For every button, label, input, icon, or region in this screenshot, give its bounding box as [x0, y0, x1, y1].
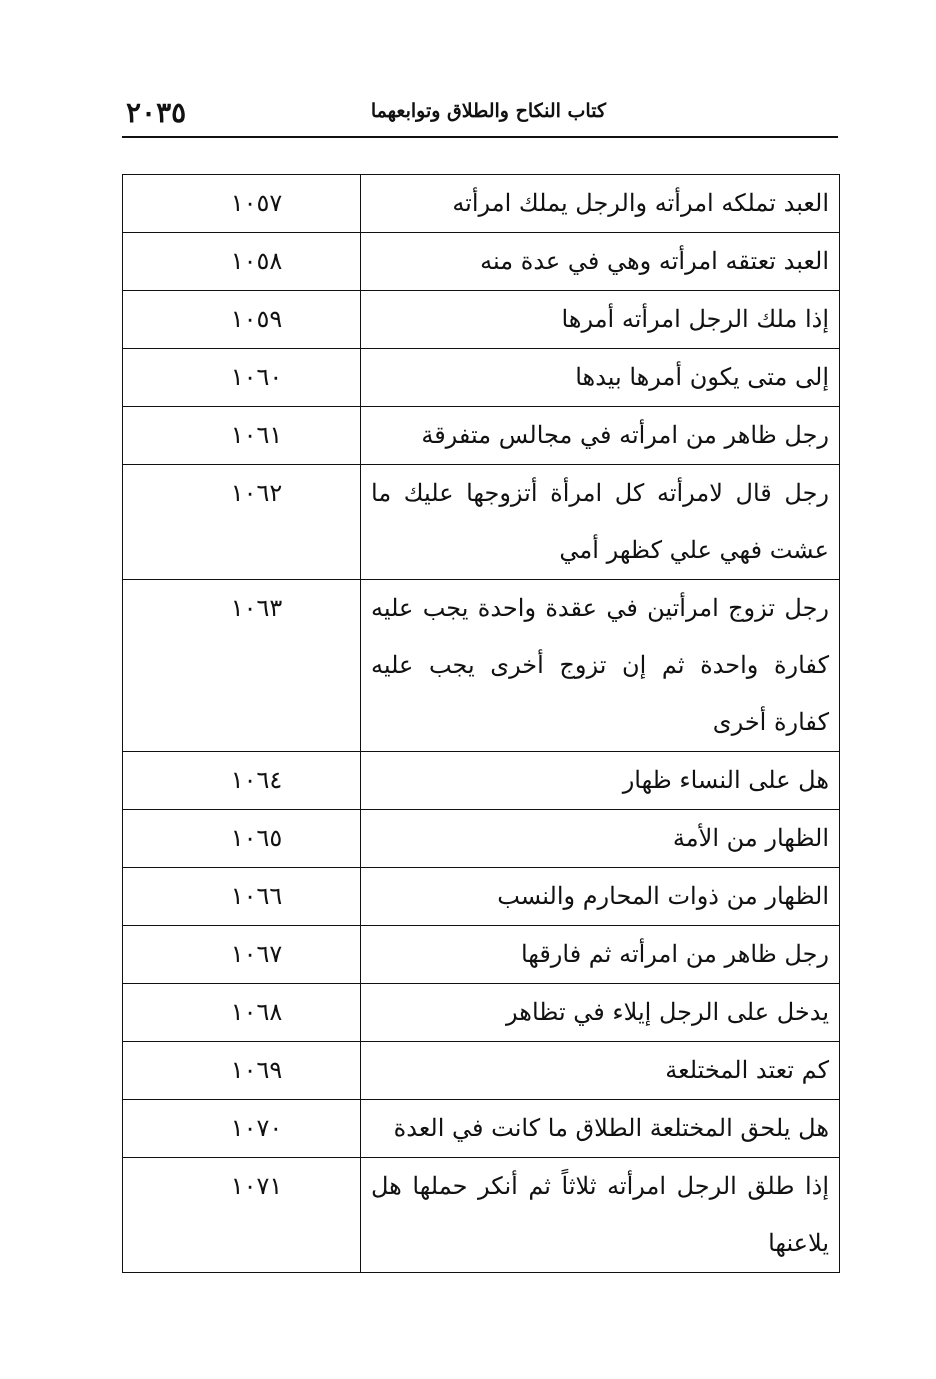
row-title: الظهار من الأمة — [361, 810, 840, 868]
row-number: ١٠٥٩ — [123, 291, 361, 349]
row-number: ١٠٦١ — [123, 407, 361, 465]
row-title: رجل ظاهر من امرأته ثم فارقها — [361, 926, 840, 984]
row-number: ١٠٦٩ — [123, 1042, 361, 1100]
table-row — [123, 1158, 840, 1273]
row-number: ١٠٦٣ — [123, 580, 361, 752]
table-row — [123, 233, 840, 291]
row-title: الظهار من ذوات المحارم والنسب — [361, 868, 840, 926]
row-title: إلى متى يكون أمرها بيدها — [361, 349, 840, 407]
row-title: رجل تزوج امرأتين في عقدة واحدة يجب عليه كفارة واحدة ثم إن تزوج أخرى يجب عليه كفارة أخرى — [361, 580, 840, 752]
row-number: ١٠٦٢ — [123, 465, 361, 580]
row-number: ١٠٧١ — [123, 1158, 361, 1273]
row-title: العبد تملكه امرأته والرجل يملك امرأته — [361, 175, 840, 233]
row-number: ١٠٥٧ — [123, 175, 361, 233]
row-number: ١٠٦٦ — [123, 868, 361, 926]
table-row — [123, 407, 840, 465]
row-title: هل على النساء ظهار — [361, 752, 840, 810]
table-row — [123, 984, 840, 1042]
table-row — [123, 175, 840, 233]
table-row — [123, 465, 840, 580]
row-number: ١٠٦٨ — [123, 984, 361, 1042]
row-number: ١٠٦٥ — [123, 810, 361, 868]
table-row — [123, 868, 840, 926]
header-title: كتاب النكاح والطلاق وتوابعهما — [370, 100, 606, 122]
table-row — [123, 926, 840, 984]
page-number: ٢٠٣٥ — [126, 96, 187, 129]
table-row — [123, 291, 840, 349]
table-row — [123, 752, 840, 810]
row-number: ١٠٦٧ — [123, 926, 361, 984]
table-row — [123, 810, 840, 868]
page-header — [122, 96, 838, 138]
table-row — [123, 1100, 840, 1158]
row-title: كم تعتد المختلعة — [361, 1042, 840, 1100]
row-title: هل يلحق المختلعة الطلاق ما كانت في العدة — [361, 1100, 840, 1158]
row-title: يدخل على الرجل إيلاء في تظاهر — [361, 984, 840, 1042]
row-title: رجل ظاهر من امرأته في مجالس متفرقة — [361, 407, 840, 465]
table-row — [123, 580, 840, 752]
row-title: إذا طلق الرجل امرأته ثلاثاً ثم أنكر حملها هل يلاعنها — [361, 1158, 840, 1273]
index-table — [122, 174, 840, 1273]
row-number: ١٠٦٠ — [123, 349, 361, 407]
table-row — [123, 1042, 840, 1100]
row-number: ١٠٧٠ — [123, 1100, 361, 1158]
table-row — [123, 349, 840, 407]
row-title: إذا ملك الرجل امرأته أمرها — [361, 291, 840, 349]
row-title: العبد تعتقه امرأته وهي في عدة منه — [361, 233, 840, 291]
row-number: ١٠٥٨ — [123, 233, 361, 291]
row-number: ١٠٦٤ — [123, 752, 361, 810]
row-title: رجل قال لامرأته كل امرأة أتزوجها عليك ما عشت فهي علي كظهر أمي — [361, 465, 840, 580]
